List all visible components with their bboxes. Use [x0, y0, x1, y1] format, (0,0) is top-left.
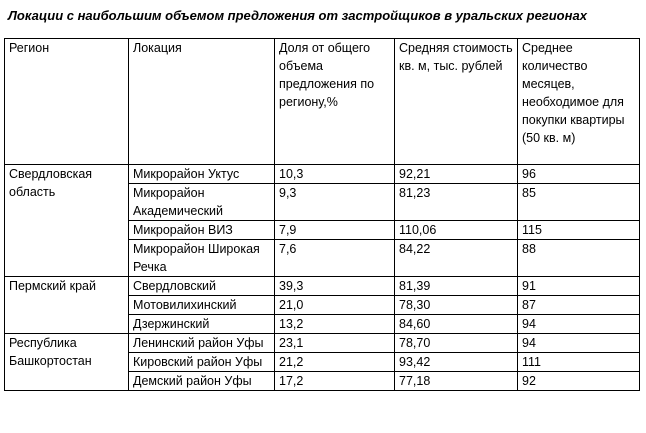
share-cell: 21,0	[275, 296, 395, 315]
location-label: Микрорайон Уктус	[133, 167, 240, 181]
location-cell: Дзержинский	[129, 315, 275, 334]
share-cell: 13,2	[275, 315, 395, 334]
location-cell: Микрорайон Широкая Речка	[129, 240, 275, 277]
months-cell: 85	[518, 184, 640, 221]
price-cell: 92,21	[395, 165, 518, 184]
price-cell: 78,30	[395, 296, 518, 315]
share-cell: 21,2	[275, 353, 395, 372]
months-cell: 111	[518, 353, 640, 372]
months-cell: 96	[518, 165, 640, 184]
locations-table	[4, 38, 640, 391]
header-months: Среднее количество месяцев, необходимое для покупки квартиры (50 кв. м)	[518, 39, 640, 165]
months-cell: 91	[518, 277, 640, 296]
region-cell: Пермский край	[5, 277, 129, 334]
months-cell: 94	[518, 315, 640, 334]
location-cell: Мотовилихинский	[129, 296, 275, 315]
location-label: Демский район Уфы	[133, 374, 252, 388]
price-cell: 110,06	[395, 221, 518, 240]
region-cell: Республика Башкортостан	[5, 334, 129, 391]
share-cell: 7,9	[275, 221, 395, 240]
share-cell: 17,2	[275, 372, 395, 391]
document-title: Локации с наибольшим объемом предложения от застройщиков в уральских регионах	[8, 8, 587, 23]
location-cell: Микрорайон Академический	[129, 184, 275, 221]
months-cell: 94	[518, 334, 640, 353]
price-cell: 81,23	[395, 184, 518, 221]
share-cell: 7,6	[275, 240, 395, 277]
table-header-row	[5, 39, 640, 165]
table-row	[5, 334, 640, 353]
region-cell: Свердловская область	[5, 165, 129, 277]
price-cell: 78,70	[395, 334, 518, 353]
price-cell: 81,39	[395, 277, 518, 296]
months-cell: 87	[518, 296, 640, 315]
location-cell: Ленинский район Уфы	[129, 334, 275, 353]
header-location: Локация	[129, 39, 275, 165]
location-cell	[129, 165, 275, 184]
share-cell: 23,1	[275, 334, 395, 353]
months-cell: 92	[518, 372, 640, 391]
location-cell: Кировский район Уфы	[129, 353, 275, 372]
price-cell: 77,18	[395, 372, 518, 391]
table-row	[5, 165, 640, 184]
price-cell: 84,22	[395, 240, 518, 277]
table-row	[5, 277, 640, 296]
location-cell: Микрорайон ВИЗ	[129, 221, 275, 240]
price-cell: 93,42	[395, 353, 518, 372]
months-cell: 115	[518, 221, 640, 240]
months-cell: 88	[518, 240, 640, 277]
header-price: Средняя стоимость кв. м, тыс. рублей	[395, 39, 518, 165]
price-cell: 84,60	[395, 315, 518, 334]
share-cell: 9,3	[275, 184, 395, 221]
header-region: Регион	[5, 39, 129, 165]
header-share: Доля от общего объема предложения по региону,%	[275, 39, 395, 165]
share-cell: 10,3	[275, 165, 395, 184]
share-cell: 39,3	[275, 277, 395, 296]
location-cell	[129, 372, 275, 391]
location-cell: Свердловский	[129, 277, 275, 296]
